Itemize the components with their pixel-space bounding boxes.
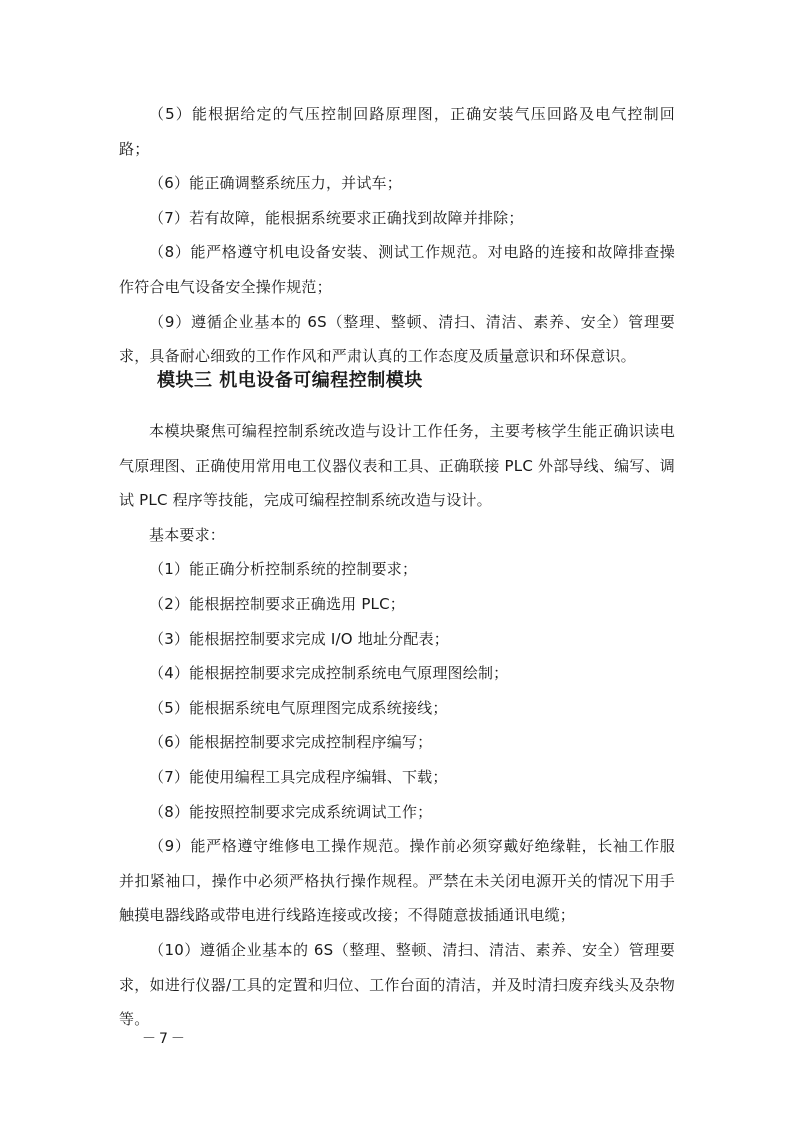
list-item: （5）能根据给定的气压控制回路原理图，正确安装气压回路及电气控制回路； — [119, 105, 675, 158]
list-item: （7）若有故障，能根据系统要求正确找到故障并排除； — [149, 208, 524, 227]
module-intro: 本模块聚焦可编程控制系统改造与设计工作任务，主要考核学生能正确识读电气原理图、正确使用常用电工仪器仪表和工具、正确联接 PLC 外部导线、编写、调试 PLC 程序等技能，完成可编程控制系统改造与设计。 — [119, 422, 675, 510]
page-number: －7－ — [142, 1031, 188, 1047]
list-item: （9）能严格遵守维修电工操作规范。操作前必须穿戴好绝缘鞋，长袖工作服并扣紧袖口，操作中必须严格执行操作规程。严禁在未关闭电源开关的情况下用手触摸电器线路或带电进行线路连接或改接；不得随意拔插通讯电缆； — [119, 837, 675, 925]
list-item: （5）能根据系统电气原理图完成系统接线； — [149, 698, 448, 717]
requirements-label: 基本要求： — [149, 525, 226, 544]
list-item: （9）遵循企业基本的 6S（整理、整顿、清扫、清洁、素养、安全）管理要求，具备耐心细致的工作作风和严肃认真的工作态度及质量意识和环保意识。 — [119, 312, 675, 366]
list-item: （1）能正确分析控制系统的控制要求； — [149, 560, 418, 579]
list-item: （10）遵循企业基本的 6S（整理、整顿、清扫、清洁、素养、安全）管理要求，如进行仪器/工具的定置和归位、工作台面的清洁，并及时清扫废弃线头及杂物等。 — [119, 940, 675, 1029]
list-item: （2）能根据控制要求正确选用 PLC； — [149, 594, 405, 613]
list-item: （8）能按照控制要求完成系统调试工作； — [149, 802, 433, 821]
section-heading: 模块三 机电设备可编程控制模块 — [157, 370, 423, 391]
list-item: （4）能根据控制要求完成控制系统电气原理图绘制； — [149, 664, 509, 683]
list-item: （8）能严格遵守机电设备安装、测试工作规范。对电路的连接和故障排查操作符合电气设备安全操作规范； — [119, 243, 675, 296]
list-item: （6）能根据控制要求完成控制程序编写； — [149, 733, 433, 752]
list-item: （7）能使用编程工具完成程序编辑、下载； — [149, 767, 448, 786]
module3-content — [119, 414, 675, 1037]
section1-list — [119, 97, 675, 374]
list-item: （6）能正确调整系统压力，并试车； — [149, 174, 402, 193]
list-item: （3）能根据控制要求完成 I/O 地址分配表； — [149, 629, 449, 648]
